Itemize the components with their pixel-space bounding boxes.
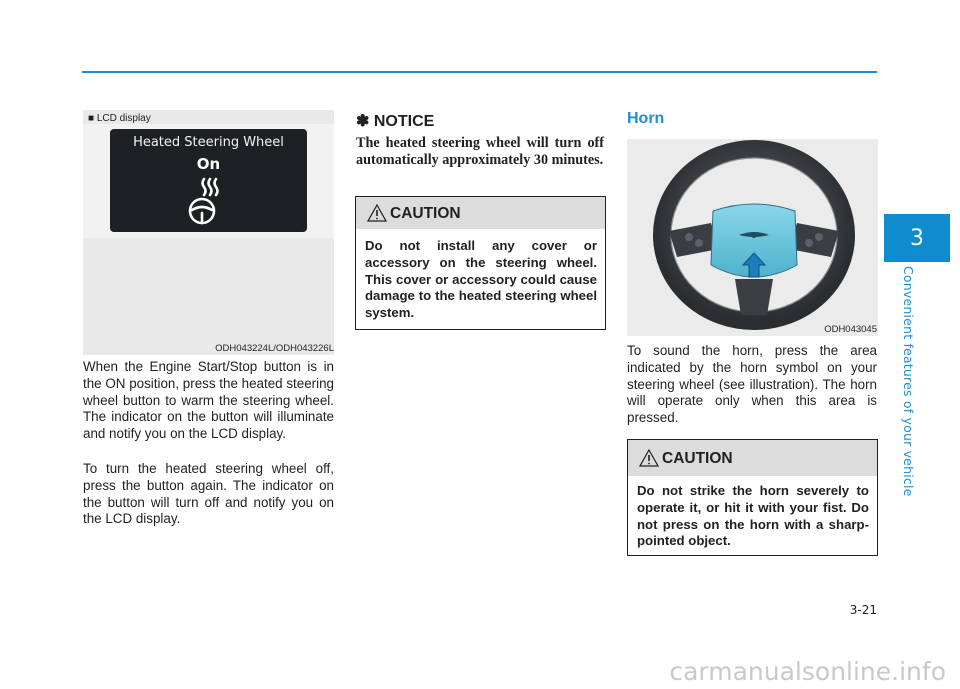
- caution-title: CAUTION: [662, 450, 733, 467]
- caution-box-heated-wheel: [355, 196, 606, 330]
- steering-wheel-illustration: [627, 139, 878, 336]
- watermark: carmanualsonline.info: [669, 657, 946, 686]
- chapter-title: Convenient features of your vehicle: [901, 266, 916, 497]
- lcd-figure-code: ODH043224L/ODH043226L: [215, 343, 334, 354]
- lcd-figure-label: ■ LCD display: [88, 113, 151, 124]
- caution-title: CAUTION: [390, 205, 461, 222]
- horn-figure: [627, 139, 878, 336]
- chapter-number: 3: [910, 225, 924, 251]
- warning-triangle-icon: [367, 204, 387, 222]
- page-number: 3-21: [849, 603, 877, 617]
- horn-figure-code: ODH043045: [824, 324, 877, 335]
- heated-wheel-paragraph-2: To turn the heated steering wheel off, press the button again. The indicator on the button will turn off and notify you on the LCD display.: [83, 461, 334, 527]
- lcd-screen: [110, 129, 307, 232]
- heated-wheel-paragraph-1: When the Engine Start/Stop button is in the ON position, press the heated steering wheel button to warm the steering wheel. The indicator on the button will illuminate and notify you on the LCD display.: [83, 359, 334, 442]
- caution-header: [628, 440, 877, 476]
- chapter-title-container: [896, 266, 920, 496]
- top-rule: [82, 71, 877, 73]
- caution-text: Do not install any cover or accessory on the steering wheel. This cover or accessory could cause damage to the heated steering wheel system.: [365, 238, 597, 321]
- heated-steering-wheel-icon: [188, 175, 228, 227]
- caution-header: [356, 197, 605, 229]
- notice-text: The heated steering wheel will turn off automatically approximately 30 minutes.: [356, 135, 604, 168]
- notice-heading: ✽ NOTICE: [356, 113, 435, 130]
- lcd-title: Heated Steering Wheel: [133, 135, 284, 150]
- chapter-tab: [884, 214, 950, 262]
- horn-heading: Horn: [627, 110, 665, 127]
- warning-triangle-icon: [639, 449, 659, 467]
- lcd-status: On: [196, 155, 221, 173]
- caution-box-horn: [627, 439, 878, 556]
- horn-paragraph: To sound the horn, press the area indicated by the horn symbol on your steering wheel (see illustration). The horn will operate only when this area is pressed.: [627, 343, 877, 426]
- caution-text: Do not strike the horn severely to operate it, or hit it with your fist. Do not press on the horn with a sharp-pointed object.: [637, 483, 869, 549]
